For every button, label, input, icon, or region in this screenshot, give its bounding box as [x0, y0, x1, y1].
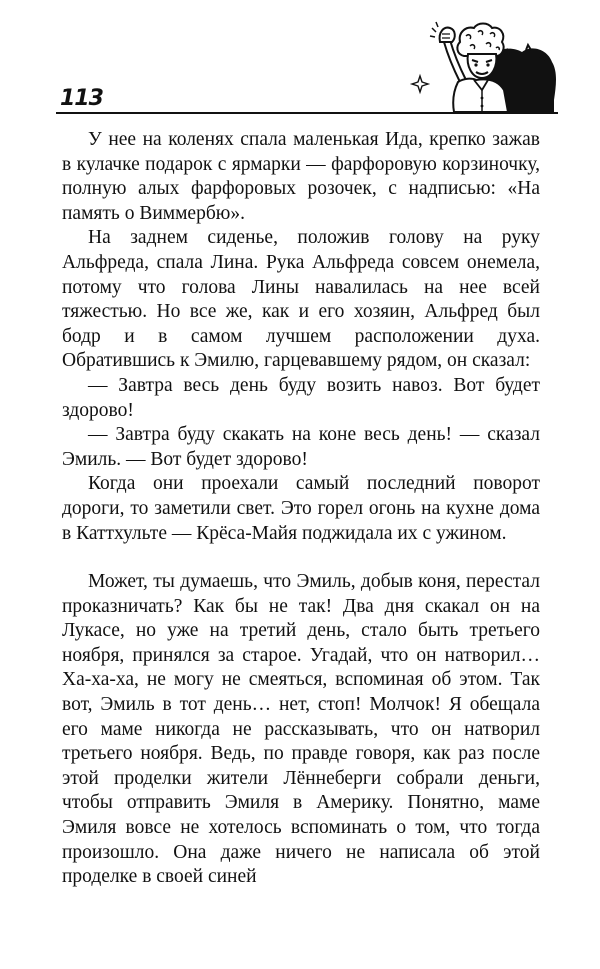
- body-text: [62, 128, 540, 890]
- dialog-line: — Завтра весь день буду возить навоз. Вот будет здорово!: [62, 374, 540, 421]
- boy-with-raised-fist-illustration: [408, 20, 558, 114]
- paragraph: Когда они проехали самый последний поворот дороги, то заметили свет. Это горел огонь на кухне дома в Каттхульте — Крёса-Майя поджидала их с ужином.: [62, 473, 540, 544]
- page-header: [48, 20, 558, 118]
- paragraph: Может, ты думаешь, что Эмиль, добыв коня, перестал проказничать? Как бы не так! Два дня скакал он на Лукасе, но уже на третий день, стало быть третьего ноября, принялся за старое. Угадай, что он натворил… Ха-ха-ха, не могу не смеяться, вспоминая об этом. Так вот, Эмиль в тот день… нет, стоп! Молчок! Я обещала его маме никогда не рассказывать, что он натворил третьего ноября. Ведь, по правде говоря, как раз после этой проделки жители Лённеберги собрали деньги, чтобы отправить Эмиля в Америку. Понятно, маме Эмиля вовсе не хотелось вспоминать о том, что тогда произошло. Она даже ничего не написала об этой проделке в своей синей: [62, 571, 540, 888]
- page-number: 113: [60, 86, 103, 111]
- paragraph: На заднем сиденье, положив голову на руку Альфреда, спала Лина. Рука Альфреда совсем онемела, потому что голова Лины навалилась на нее всей тяжестью. Но все же, как и его хозяин, Альфред был бодр и в самом лучшем расположении духа. Обратившись к Эмилю, гарцевавшему рядом, он сказал:: [62, 227, 540, 372]
- paragraph: У нее на коленях спала маленькая Ида, крепко зажав в кулачке подарок с ярмарки — фарфоровую корзиночку, полную алых фарфоровых розочек, с надписью: «На память о Виммербю».: [62, 129, 540, 224]
- dialog-line: — Завтра буду скакать на коне весь день! — сказал Эмиль. — Вот будет здорово!: [62, 424, 540, 470]
- header-rule: [56, 112, 558, 114]
